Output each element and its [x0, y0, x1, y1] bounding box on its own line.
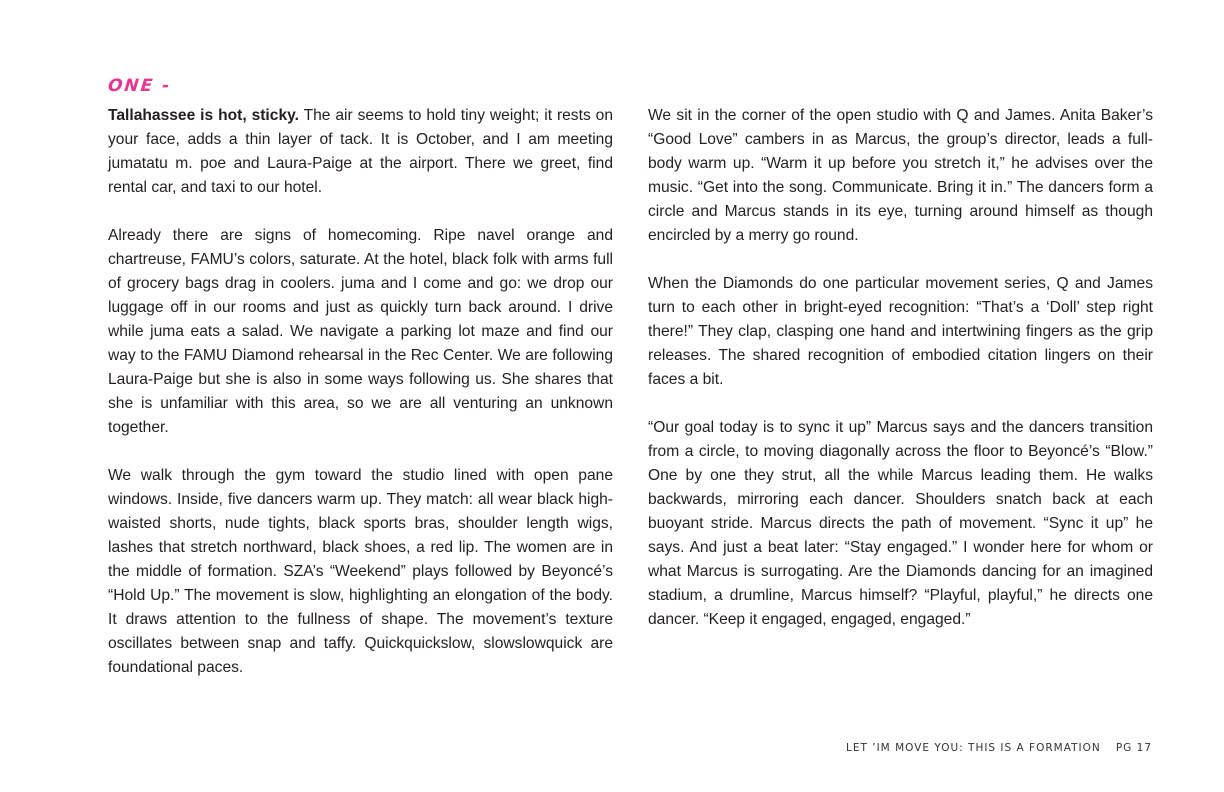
- paragraph: [108, 104, 613, 200]
- page-number: PG 17: [1115, 742, 1152, 754]
- lead-sentence: Tallahassee is hot, sticky.: [108, 107, 299, 124]
- right-column: [648, 104, 1153, 656]
- paragraph: When the Diamonds do one particular movement series, Q and James turn to each other in bright-eyed recognition: “That’s a ‘Doll’ step right there!” They clap, clasping one hand and intertwining fingers as the grip releases. The shared recognition of embodied citation lingers on their faces a bit.: [648, 275, 1153, 388]
- paragraph: “Our goal today is to sync it up” Marcus says and the dancers transition from a circle, to moving diagonally across the floor to Beyoncé’s “Blow.” One by one they strut, all the while Marcus leading them. He walks backwards, mirroring each dancer. Shoulders snatch back at each buoyant stride. Marcus directs the path of movement. “Sync it up” he says. And just a beat later: “Stay engaged.” I wonder here for whom or what Marcus is surrogating. Are the Diamonds dancing for an imagined stadium, a drumline, Marcus himself? “Playful, playful,” he directs one dancer. “Keep it engaged, engaged, engaged.”: [648, 419, 1153, 628]
- running-title: LET ’IM MOVE YOU: THIS IS A FORMATION: [846, 742, 1101, 754]
- paragraph: We walk through the gym toward the studio lined with open pane windows. Inside, five dancers warm up. They match: all wear black high-waisted shorts, nude tights, black sports bras, shoulder length wigs, lashes that stretch northward, black shoes, a red lip. The women are in the middle of formation. SZA’s “Weekend” plays followed by Beyoncé’s “Hold Up.” The movement is slow, highlighting an elongation of the body. It draws attention to the fullness of shape. The movement’s texture oscillates between snap and taffy. Quickquickslow, slowslowquick are foundational paces.: [108, 467, 613, 676]
- paragraph-text: The air seems to hold tiny weight; it rests on your face, adds a thin layer of tack. It is October, and I am meeting jumatatu m. poe and Laura-Paige at the airport. There we greet, find rental car, and taxi to our hotel.: [108, 107, 613, 196]
- section-label: ONE -: [106, 76, 173, 96]
- paragraph: Already there are signs of homecoming. Ripe navel orange and chartreuse, FAMU’s colors, saturate. At the hotel, black folk with arms full of grocery bags drag in coolers. juma and I come and go: we drop our luggage off in our rooms and just as quickly turn back around. I drive while juma eats a salad. We navigate a parking lot maze and find our way to the FAMU Diamond rehearsal in the Rec Center. We are following Laura-Paige but she is also in some ways following us. She shares that she is unfamiliar with this area, so we are all venturing an unknown together.: [108, 227, 613, 436]
- left-column: [108, 104, 613, 704]
- paragraph: We sit in the corner of the open studio with Q and James. Anita Baker’s “Good Love” cambers in as Marcus, the group’s director, leads a full-body warm up. “Warm it up before you stretch it,” he advises over the music. “Get into the song. Communicate. Bring it in.” The dancers form a circle and Marcus stands in its eye, turning around himself as though encircled by a merry go round.: [648, 107, 1153, 244]
- page-footer: [846, 742, 1152, 754]
